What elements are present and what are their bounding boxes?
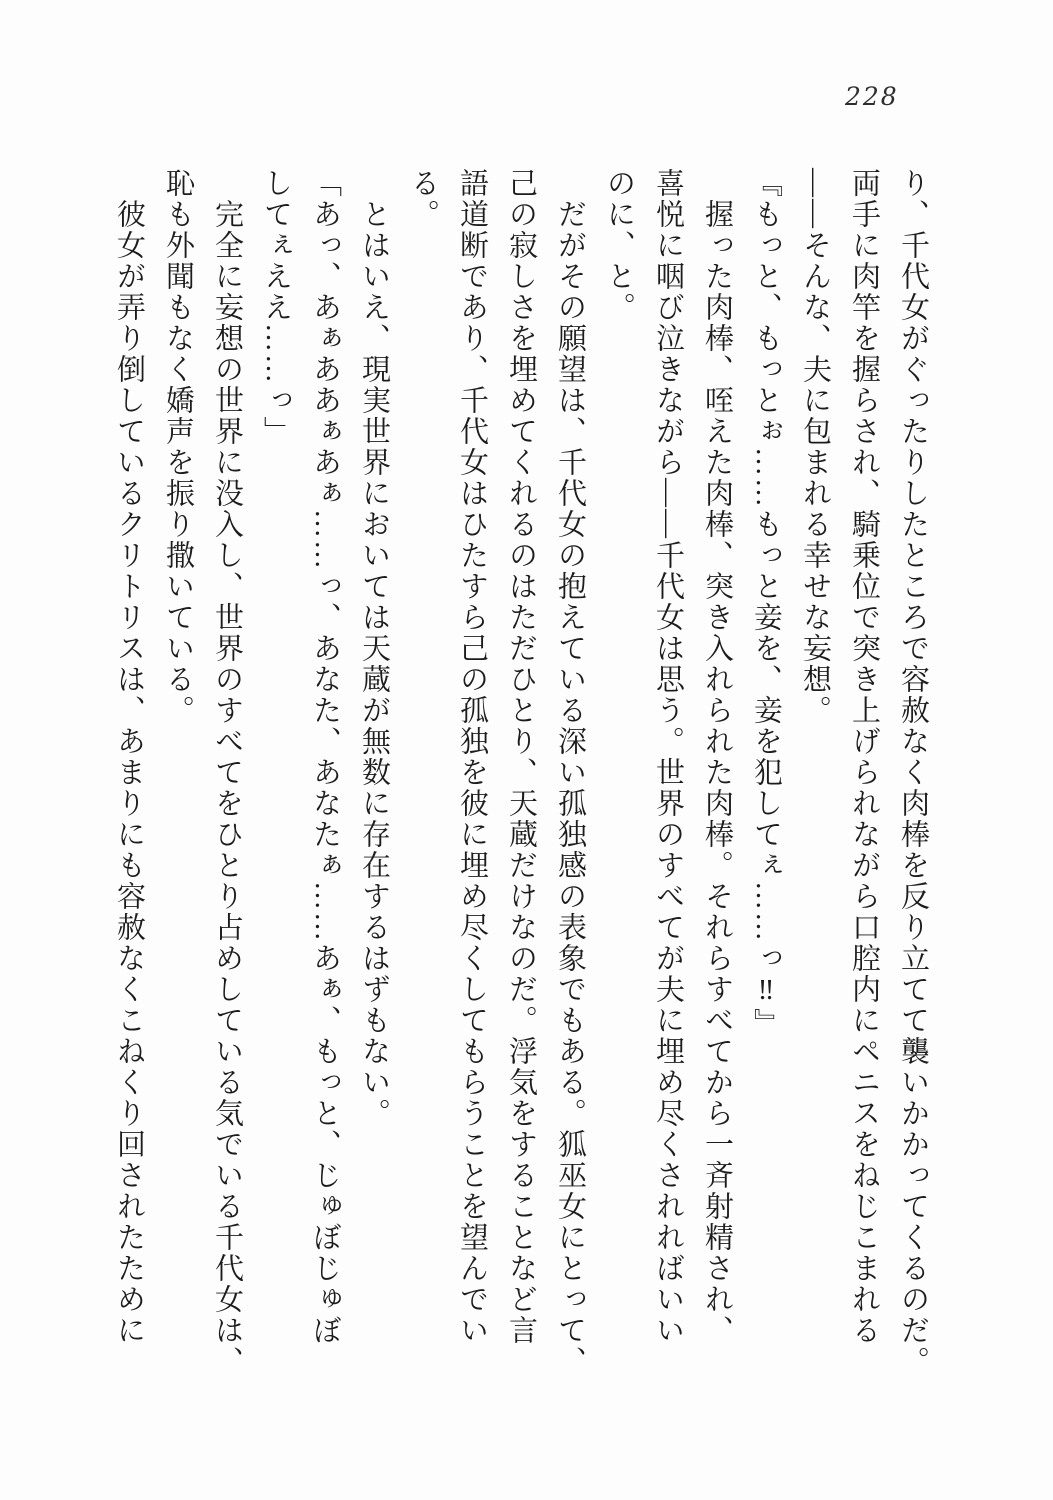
text-column: 恥も外聞もなく嬌声を振り撒いている。 [162, 168, 194, 726]
text-column: のに、と。 [603, 168, 635, 323]
page-number: 228 [845, 82, 899, 111]
text-column: 両手に肉竿を握らされ、騎乗位で突き上げられながら口腔内にペニスをねじこまれる [848, 168, 880, 1346]
text-column: 彼女が弄り倒しているクリトリスは、あまりにも容赦なくこねくり回されたために [113, 199, 145, 1346]
text-column: だがその願望は、千代女の抱えている深い孤独感の表象でもある。狐巫女にとって、 [554, 199, 586, 1377]
text-column: り、千代女がぐったりしたところで容赦なく肉棒を反り立てて襲いかかってくるのだ。 [897, 168, 929, 1377]
text-column: してぇええ……っ」 [260, 168, 292, 447]
text-column: とはいえ、現実世界においては天蔵が無数に存在するはずもない。 [358, 199, 390, 1129]
text-column: 「あっ、あぁああぁあぁ……っ、あなた、あなたぁ……あぁ、もっと、じゅぼじゅぼ [309, 168, 341, 1346]
text-column: 完全に妄想の世界に没入し、世界のすべてをひとり占めしている気でいる千代女は、 [211, 199, 243, 1377]
text-column: る。 [407, 168, 439, 230]
text-column: 喜悦に咽び泣きながら――千代女は思う。世界のすべてが夫に埋め尽くされればいい [652, 168, 684, 1346]
text-column: 握った肉棒、咥えた肉棒、突き入れられた肉棒。それらすべてから一斉射精され、 [701, 199, 733, 1346]
text-column: 『もっと、もっとぉ……もっと妾を、妾を犯してぇ……っ‼』 [750, 168, 782, 1039]
text-column: ――そんな、夫に包まれる幸せな妄想。 [799, 168, 831, 726]
text-column: 己の寂しさを埋めてくれるのはただひとり、天蔵だけなのだ。浮気をすることなど言 [505, 168, 537, 1346]
text-column: 語道断であり、千代女はひたすら己の孤独を彼に埋め尽くしてもらうことを望んでい [456, 168, 488, 1346]
text-columns [104, 168, 937, 1438]
